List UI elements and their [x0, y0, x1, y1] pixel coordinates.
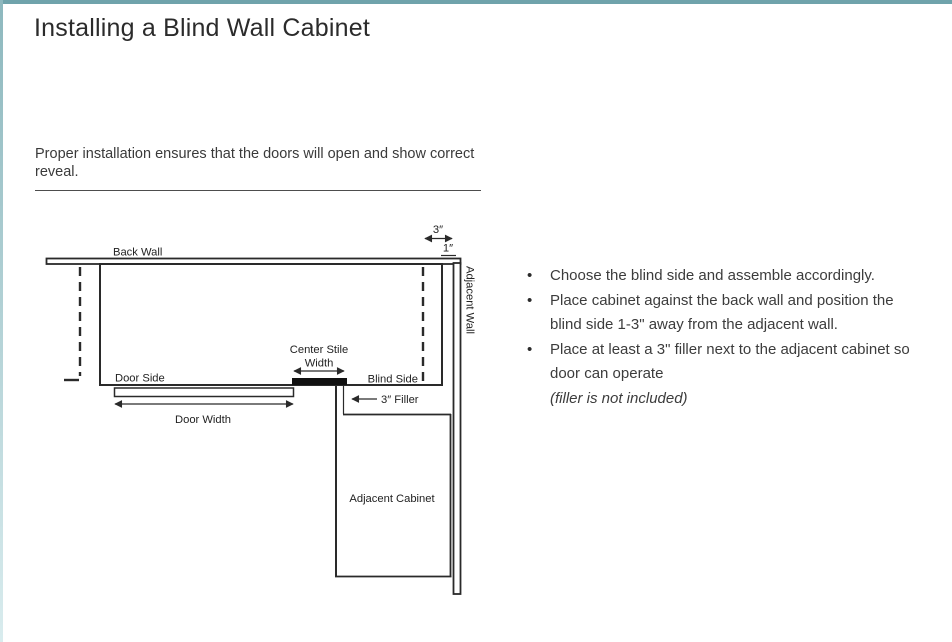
instruction-list — [527, 264, 929, 411]
page-accent-border-top — [0, 0, 952, 4]
svg-text:Door Width: Door Width — [175, 414, 231, 426]
adjacent-wall-label: Adjacent Wall — [463, 266, 476, 334]
dimension-3in — [425, 224, 452, 239]
svg-text:3″: 3″ — [432, 224, 444, 236]
page-title: Installing a Blind Wall Cabinet — [34, 14, 370, 42]
bullet-glyph: • — [527, 291, 533, 309]
section-divider — [35, 190, 481, 191]
svg-text:1″: 1″ — [442, 242, 454, 255]
page-accent-border-left — [0, 0, 3, 642]
cabinet-plan-diagram — [40, 210, 500, 620]
filler-callout — [352, 394, 419, 406]
svg-text:Center Stile: Center Stile — [289, 344, 349, 356]
list-item — [527, 338, 929, 412]
dimension-door-width — [115, 404, 293, 426]
filler-note: (filler is not included) — [550, 389, 688, 407]
dimension-1in — [441, 243, 456, 256]
list-item-text — [550, 338, 929, 412]
center-stile-shape — [292, 378, 347, 385]
bullet-glyph: • — [527, 267, 533, 284]
blind-cabinet-shape — [100, 264, 442, 385]
list-item-text: Place cabinet against the back wall and position the blind side 1-3" away from the adjacent wall. — [550, 291, 894, 333]
list-item-text: Place at least a 3" filler next to the adjacent cabinet so door can operate — [550, 340, 910, 382]
list-item — [527, 289, 929, 338]
bullet-glyph: • — [527, 340, 533, 358]
door-side-dashed-line — [64, 267, 80, 380]
list-item — [527, 264, 929, 289]
door-side-label: Door Side — [115, 372, 165, 385]
svg-text:3″ Filler: 3″ Filler — [381, 394, 419, 406]
intro-text: Proper installation ensures that the doors will open and show correct reveal. — [35, 146, 475, 180]
adjacent-cabinet-label: Adjacent Cabinet — [349, 493, 435, 505]
blind-side-label: Blind Side — [367, 373, 418, 386]
list-item-text: Choose the blind side and assemble accordingly. — [550, 267, 875, 284]
filler-shape — [336, 385, 344, 577]
adjacent-wall-shape — [454, 263, 461, 594]
door-shape — [115, 388, 294, 397]
back-wall-label: Back Wall — [113, 246, 163, 259]
svg-text:Width: Width — [304, 357, 334, 370]
